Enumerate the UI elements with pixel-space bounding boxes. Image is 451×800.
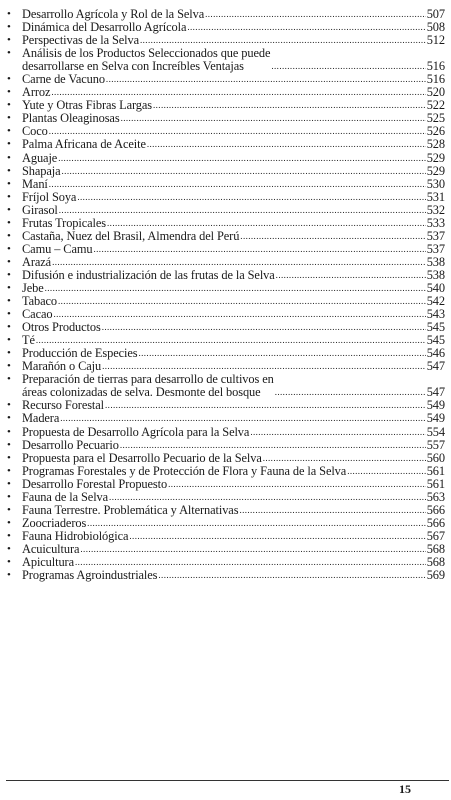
toc-entry-title-line: Tabaco [22,294,57,309]
toc-entry-page: 543 [426,307,445,322]
bullet-icon: • [7,295,11,308]
toc-entry-title-line: Zoocriaderos [22,515,87,530]
toc-entry-page: 538 [426,254,445,269]
toc-entry-page: 525 [426,111,445,126]
toc-entry-page: 557 [426,437,445,452]
dot-leader [158,569,425,582]
toc-entry [0,269,451,282]
toc-entry-title-line: áreas colonizadas de selva. Desmonte del bosque [22,385,261,400]
toc-entry-page: 563 [426,489,445,504]
toc-entry-title-line: Desarrollo Forestal Propuesto [22,476,168,491]
toc-entry-title-line: Palma Africana de Aceite [22,137,146,152]
toc-entry-title-line: Arazá [22,254,52,269]
toc-entry-title-line: Plantas Oleaginosas [22,111,120,126]
toc-entry-page: 531 [426,189,445,204]
toc-entry [0,569,451,582]
toc-entry-title-line: Producción de Especies [22,346,138,361]
toc-entry-title-line: Preparación de tierras para desarrollo de cultivos en [22,372,274,387]
toc-entry-page: 516 [426,59,445,74]
toc-entry-title-line: Desarrollo Agrícola y Rol de la Selva [22,7,205,21]
toc-entry-page: 537 [426,241,445,256]
dot-leader [240,230,425,243]
toc-entry [0,295,451,308]
toc-entry-title [22,269,275,282]
bullet-icon: • [7,99,11,112]
toc-entry [0,152,451,165]
dot-leader [187,21,425,34]
toc-entry-title-line: Difusión e industrialización de las frutas de la Selva [22,267,275,282]
bullet-icon: • [7,399,11,412]
toc-entry-page: 528 [426,137,445,152]
toc-entry-title-line: Aguaje [22,150,58,165]
toc-entry-title-line: Programas Forestales y de Protección de Flora y Fauna de la Selva [22,463,347,478]
bullet-icon: • [7,242,11,255]
dot-leader [138,347,425,360]
toc-entry-title-line: Fauna Hidrobiológica [22,528,129,543]
bullet-icon: • [7,112,11,125]
toc-entry-title-line: Análisis de los Productos Seleccionados que puede [22,46,271,61]
bullet-icon: • [7,268,11,281]
dot-leader [45,282,426,295]
bullet-icon: • [7,138,11,151]
dot-leader [62,165,426,178]
dot-leader [53,308,425,321]
toc-entry [0,165,451,178]
toc-entry-title-line: Recurso Forestal [22,398,105,413]
dot-leader [58,152,426,165]
toc-entry-title-line: Fauna Terrestre. Problemática y Alternativas [22,502,239,517]
toc-entry-title-line: Coco [22,124,48,139]
bullet-icon: • [7,34,11,47]
bullet-icon: • [7,425,11,438]
toc-entry-page: 512 [426,33,445,48]
bullet-icon: • [7,125,11,138]
toc-entry-page: 530 [426,176,445,191]
toc-entry-page: 540 [426,280,445,295]
toc-entry-title-line: Programas Agroindustriales [22,568,158,583]
toc-entry [0,47,451,73]
toc-entry-page: 529 [426,150,445,165]
bullet-icon: • [7,229,11,242]
toc-entry-page: 542 [426,294,445,309]
toc-entry-page: 546 [426,346,445,361]
dot-leader [275,386,426,399]
toc-entry-page: 568 [426,541,445,556]
toc-entry-title-line: Fauna de la Selva [22,489,109,504]
toc-entry-page: 516 [426,72,445,87]
dot-leader [102,321,426,334]
bullet-icon: • [7,412,11,425]
toc-entry-title-line: Shapaja [22,163,61,178]
toc-entry-title-line: Acuicultura [22,541,80,556]
toc-entry-page: 526 [426,124,445,139]
bullet-icon: • [7,86,11,99]
toc-entry-page: 532 [426,202,445,217]
bullet-icon: • [7,516,11,529]
toc-entry-title-line: Propuesta de Desarrollo Agrícola para la Selva [22,424,250,439]
toc-entry-page: 547 [426,359,445,374]
toc-entry [0,282,451,295]
dot-leader [121,112,426,125]
toc-entry-title-line: Jebe [22,280,44,295]
dot-leader [80,543,425,556]
dot-leader [58,295,426,308]
bullet-icon: • [7,255,11,268]
bullet-icon: • [7,151,11,164]
toc-entry [0,321,451,334]
bullet-icon: • [7,321,11,334]
toc-entry-page: 520 [426,85,445,100]
toc-entry-page: 547 [426,385,445,400]
bullet-icon: • [7,334,11,347]
dot-leader [153,99,426,112]
toc-entry-title [22,47,270,73]
bullet-icon: • [7,529,11,542]
dot-leader [129,530,425,543]
toc-entry-title-line: Otros Productos [22,320,101,335]
toc-entry-page: 567 [426,528,445,543]
dot-leader [276,269,426,282]
dot-leader [168,478,426,491]
toc-entry [0,112,451,125]
table-of-contents [0,8,451,582]
toc-entry-title-line: Fríjol Soya [22,189,77,204]
bullet-icon: • [7,347,11,360]
toc-entry-page: 545 [426,333,445,348]
bullet-icon: • [7,490,11,503]
toc-entry-page: 508 [426,20,445,35]
toc-entry-page: 545 [426,320,445,335]
toc-entry-title-line: Girasol [22,202,58,217]
toc-entry-title-line: Té [22,333,35,348]
toc-entry-title [22,373,274,399]
page-number: 15 [399,782,411,796]
bullet-icon: • [7,542,11,555]
toc-entry [0,399,451,412]
bullet-icon: • [7,438,11,451]
toc-entry [0,191,451,204]
toc-entry-title-line: Dinámica del Desarrollo Agrícola [22,20,187,35]
bullet-icon: • [7,47,11,60]
toc-entry-title-line: Apicultura [22,554,74,569]
toc-entry-title-line: Desarrollo Pecuario [22,437,119,452]
bullet-icon: • [7,451,11,464]
bullet-icon: • [7,360,11,373]
dot-leader [77,191,425,204]
toc-entry-title-line: Camu – Camu [22,241,93,256]
bullet-icon: • [7,177,11,190]
dot-leader [105,399,426,412]
toc-entry-page: 549 [426,411,445,426]
bullet-icon: • [7,190,11,203]
dot-leader [94,243,426,256]
toc-entry-title-line: Propuesta para el Desarrollo Pecuario de la Selva [22,450,262,465]
toc-entry-page: 566 [426,502,445,517]
toc-entry-page: 568 [426,554,445,569]
toc-entry-page: 522 [426,98,445,113]
dot-leader [49,178,426,191]
bullet-icon: • [7,164,11,177]
dot-leader [239,504,425,517]
bullet-icon: • [7,555,11,568]
toc-entry-title-line: Frutas Tropicales [22,215,107,230]
toc-entry-page: 554 [426,424,445,439]
toc-entry-title-line: Marañón o Caju [22,359,102,374]
toc-entry [0,243,451,256]
toc-entry-page: 529 [426,163,445,178]
toc-entry-title-line: Maní [22,176,48,191]
toc-entry-page: 538 [426,267,445,282]
toc-entry-title-line: Cacao [22,307,53,322]
toc-entry-page: 533 [426,215,445,230]
dot-leader [147,138,426,151]
toc-entry-title-line: desarrollarse en Selva con Increíbles Ventajas [22,59,244,74]
toc-entry-page: 561 [426,476,445,491]
bullet-icon: • [7,8,11,20]
dot-leader [271,60,425,73]
toc-entry-page: 561 [426,463,445,478]
dot-leader [250,426,425,439]
bullet-icon: • [7,503,11,516]
toc-entry-page: 507 [426,7,445,21]
toc-entry [0,73,451,86]
bullet-icon: • [7,216,11,229]
bullet-icon: • [7,477,11,490]
toc-entry-title [22,569,157,582]
toc-entry-title-line: Castaña, Nuez del Brasil, Almendra del Perú [22,228,240,243]
toc-entry-page: 569 [426,568,445,583]
bullet-icon: • [7,569,11,582]
dot-leader [347,465,426,478]
bullet-icon: • [7,373,11,386]
toc-entry-title-line: Madera [22,411,60,426]
bullet-icon: • [7,21,11,34]
bullet-icon: • [7,281,11,294]
footer-rule [6,780,449,781]
toc-entry [0,373,451,399]
bullet-icon: • [7,73,11,86]
toc-entry-page: 549 [426,398,445,413]
toc-entry-title-line: Arroz [22,85,51,100]
bullet-icon: • [7,203,11,216]
bullet-icon: • [7,308,11,321]
bullet-icon: • [7,464,11,477]
toc-entry-page: 566 [426,515,445,530]
dot-leader [59,204,426,217]
toc-entry-page: 537 [426,228,445,243]
dot-leader [205,8,426,21]
toc-entry-title-line: Perspectivas de la Selva [22,33,139,48]
dot-leader [106,73,426,86]
dot-leader [87,517,426,530]
toc-entry-page: 560 [426,450,445,465]
toc-entry-title-line: Yute y Otras Fibras Largas [22,98,152,113]
toc-entry-title-line: Carne de Vacuno [22,72,105,87]
toc-entry [0,138,451,151]
